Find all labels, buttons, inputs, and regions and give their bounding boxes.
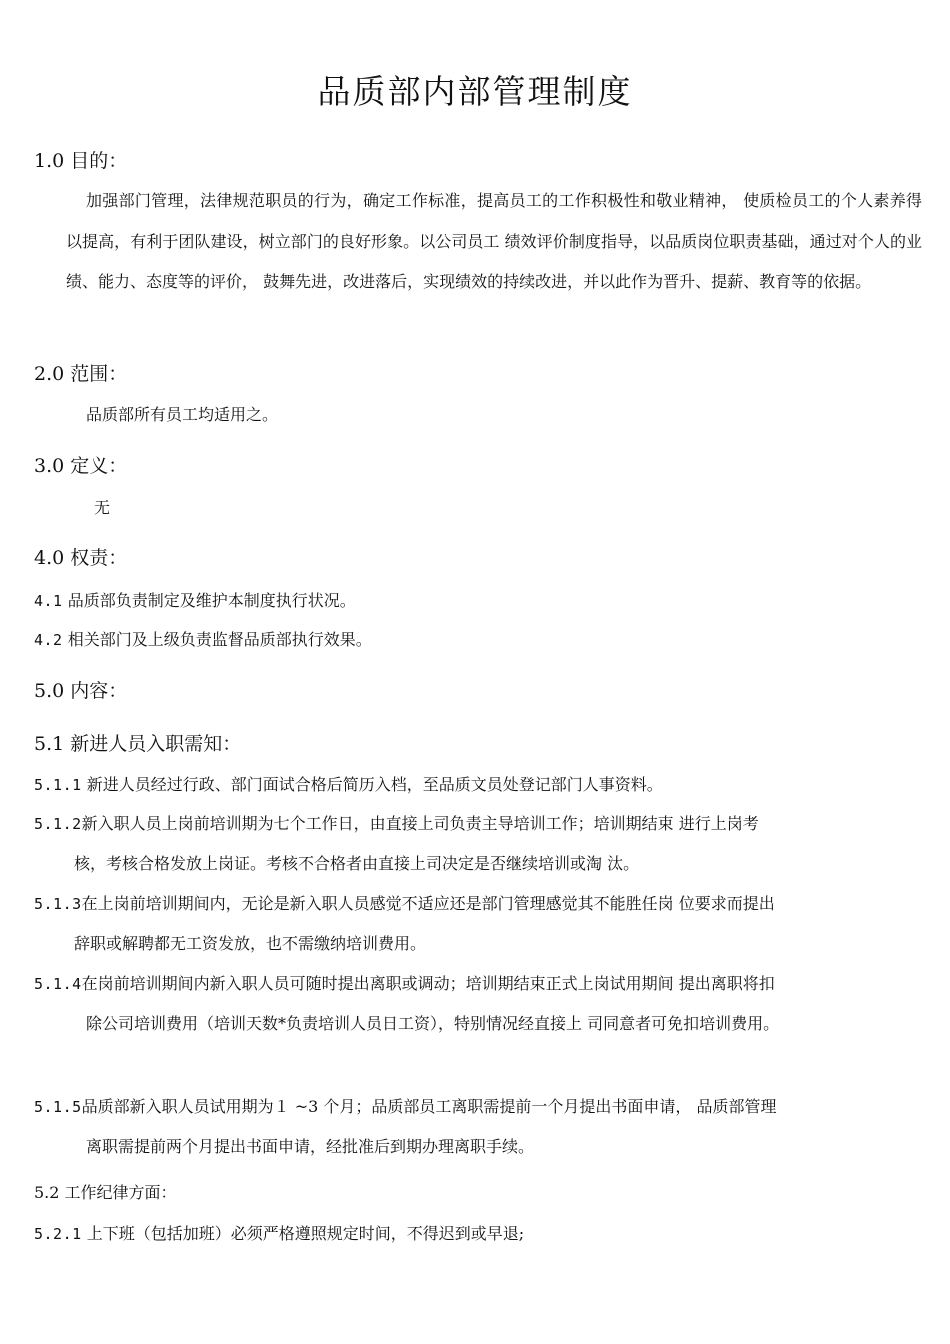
- item-text: 在上岗前培训期间内，无论是新入职人员感觉不适应还是部门管理感觉其不能胜任岗 位要求而提出: [81, 894, 775, 913]
- section-4-heading: 4.0 权责：: [34, 547, 128, 569]
- list-item: [34, 1221, 524, 1244]
- item-text: 品质部负责制定及维护本制度执行状况。: [67, 591, 356, 610]
- list-item: [34, 804, 922, 883]
- list-item: [34, 1087, 922, 1166]
- item-text: 新入职人员上岗前培训期为七个工作日，由直接上司负责主导培训工作；培训期结束 进行上岗考: [81, 814, 759, 833]
- list-item: [34, 627, 372, 650]
- list-item: [34, 588, 356, 611]
- item-number: 5.1.3: [34, 895, 82, 913]
- item-number: 4.2: [34, 631, 63, 649]
- item-text: 相关部门及上级负责监督品质部执行效果。: [67, 630, 372, 649]
- item-text: 在岗前培训期间内新入职人员可随时提出离职或调动；培训期结束正式上岗试用期间 提出离职将扣: [81, 974, 775, 993]
- item-text: 新进人员经过行政、部门面试合格后简历入档，至品质文员处登记部门人事资料。: [86, 775, 663, 794]
- item-text: 品质部新入职人员试用期为１ ~3 个月；品质部员工离职需提前一个月提出书面申请， 品质部管理: [81, 1097, 777, 1116]
- list-item: [34, 772, 663, 795]
- item-text-continuation: 除公司培训费用（培训天数*负责培训人员日工资），特别情况经直接上 司同意者可免扣培训费用。: [86, 1014, 780, 1033]
- item-number: 5.1.4: [34, 975, 82, 993]
- section-2-body: 品质部所有员工均适用之。: [86, 405, 279, 424]
- item-number: 4.1: [34, 592, 63, 610]
- section-5-heading: 5.0 内容：: [34, 680, 128, 702]
- item-text-continuation: 辞职或解聘都无工资发放，也不需缴纳培训费用。: [74, 934, 427, 953]
- item-text-continuation: 离职需提前两个月提出书面申请，经批准后到期办理离职手续。: [86, 1137, 535, 1156]
- list-item: [34, 884, 922, 963]
- section-5-1-heading: 5.1 新进人员入职需知：: [34, 733, 242, 755]
- item-number: 5.1.1: [34, 776, 82, 794]
- item-text: 上下班（包括加班）必须严格遵照规定时间，不得迟到或早退;: [86, 1224, 525, 1243]
- item-number: 5.1.5: [34, 1098, 82, 1116]
- section-3-body: 无: [94, 498, 111, 517]
- item-number: 5.2.1: [34, 1225, 82, 1243]
- item-number: 5.1.2: [34, 815, 82, 833]
- section-5-2-heading: 5.2 工作纪律方面：: [34, 1183, 177, 1202]
- item-text-continuation: 核，考核合格发放上岗证。考核不合格者由直接上司决定是否继续培训或淘 汰。: [74, 854, 640, 873]
- section-2-heading: 2.0 范围：: [34, 363, 128, 385]
- section-1-heading: 1.0 目的：: [34, 150, 128, 172]
- list-item: [34, 964, 922, 1043]
- section-1-body: 加强部门管理，法律规范职员的行为，确定工作标准，提高员工的工作积极性和敬业精神， 使质检员工的个人素养得以提高，有利于团队建设，树立部门的良好形象。以公司员工 绩效评价制度指导，以品质岗位职责基础，通过对个人的业绩、能力、态度等的评价， 鼓舞先进，改进落后，实现绩效的持续改进，并以此作为晋升、提薪、教育等的依据。: [66, 191, 922, 291]
- document-title: 品质部内部管理制度: [317, 72, 633, 111]
- section-3-heading: 3.0 定义：: [34, 455, 128, 477]
